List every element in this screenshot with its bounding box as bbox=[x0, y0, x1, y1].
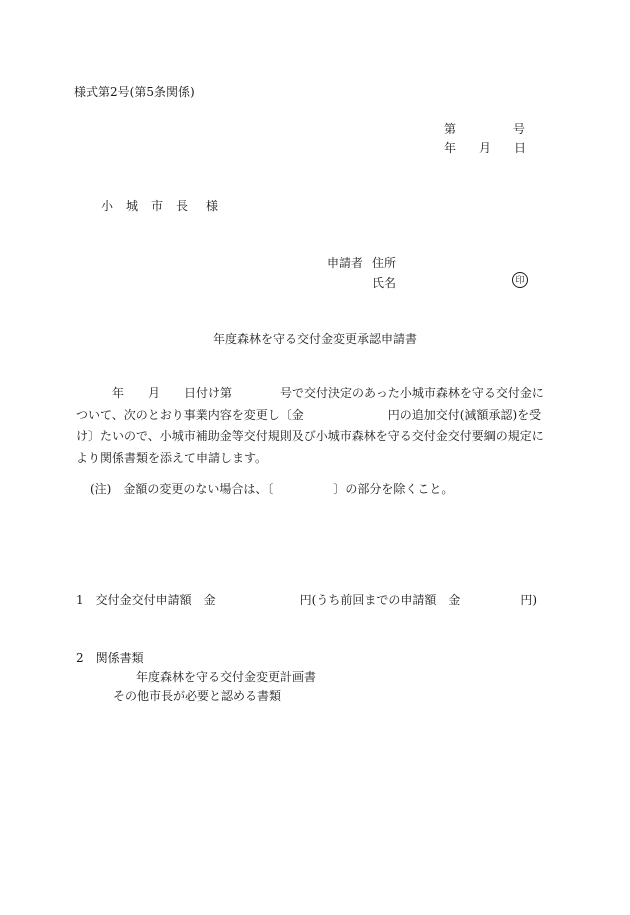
item-2-subitem: 年度森林を守る交付金変更計画書 bbox=[136, 670, 317, 684]
form-number: 様式第2号(第5条関係) bbox=[74, 85, 195, 99]
date-day-label: 日 bbox=[514, 141, 527, 155]
document-number-prefix: 第 bbox=[444, 122, 457, 136]
applicant-label: 申請者 bbox=[327, 256, 364, 270]
seal-mark: 印 bbox=[512, 272, 528, 288]
note-text: (注) 金額の変更のない場合は、〔 〕の部分を除くこと。 bbox=[90, 482, 454, 496]
document-number-suffix: 号 bbox=[513, 122, 526, 136]
addressee-name: 小城市長 bbox=[101, 199, 202, 213]
name-label: 氏名 bbox=[372, 276, 397, 290]
body-line: 年 月 日付け第 号で交付決定のあった小城市森林を守る交付金に bbox=[76, 386, 544, 400]
body-line: け〕たいので、小城市補助金等交付規則及び小城市森林を守る交付金交付要綱の規定に bbox=[76, 429, 544, 443]
document-title: 年度森林を守る交付金変更承認申請書 bbox=[213, 332, 418, 346]
body-line: より関係書類を添えて申請します。 bbox=[76, 450, 268, 465]
item-1-application-amount: 1 交付金交付申請額 金 円(うち前回までの申請額 金 円) bbox=[76, 593, 538, 607]
address-label: 住所 bbox=[372, 256, 397, 270]
item-2-heading: 2 関係書類 bbox=[76, 651, 144, 665]
item-2-subitem: その他市長が必要と認める書類 bbox=[113, 689, 282, 703]
addressee-honorific: 様 bbox=[206, 199, 219, 213]
body-line: ついて、次のとおり事業内容を変更し〔金 円の追加交付(減額承認)を受 bbox=[76, 407, 542, 422]
date-month-label: 月 bbox=[479, 141, 492, 155]
body-paragraph bbox=[76, 383, 556, 469]
date-year-label: 年 bbox=[444, 141, 457, 155]
